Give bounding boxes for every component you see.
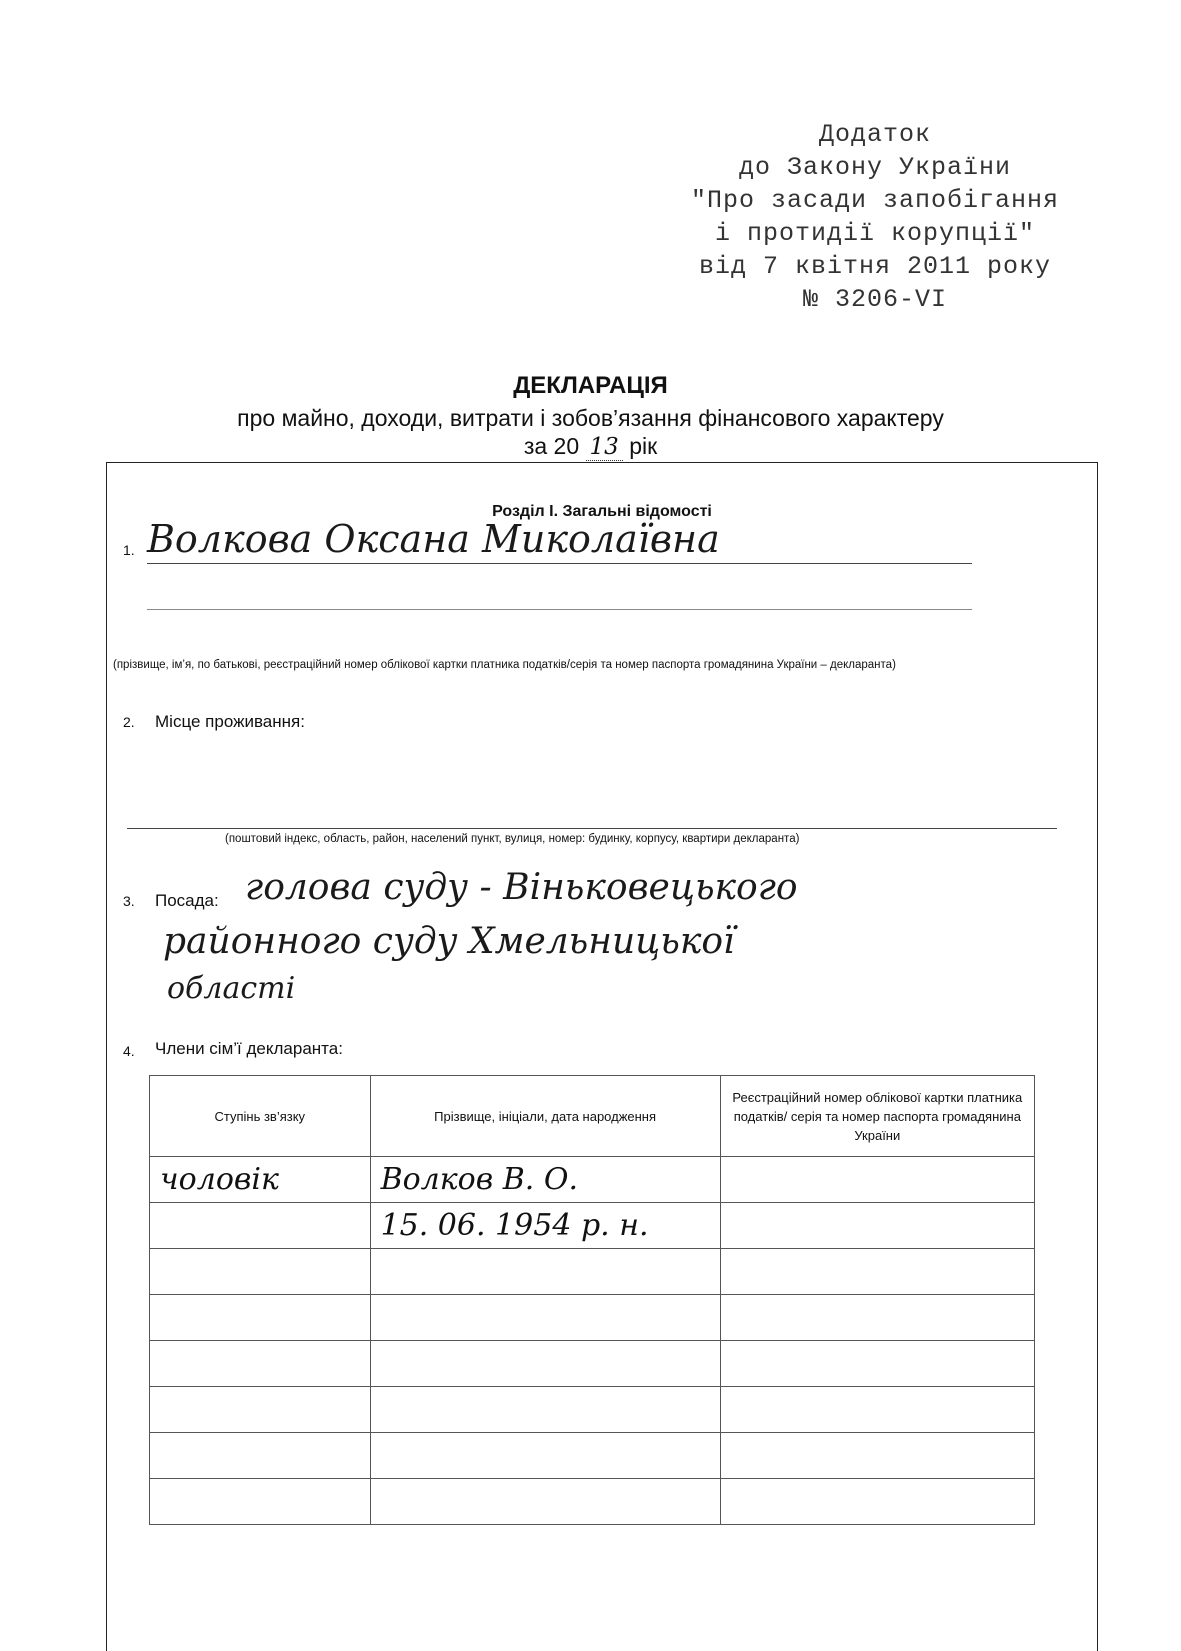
- table-cell[interactable]: [150, 1203, 371, 1249]
- table-cell[interactable]: [720, 1249, 1034, 1295]
- table-cell[interactable]: [150, 1387, 371, 1433]
- year-suffix: рік: [629, 433, 658, 459]
- column-header-tax-id: Реєстраційний номер облікової картки платника податків/ серія та номер паспорта громадянина України: [720, 1076, 1034, 1157]
- table-row: [150, 1203, 1035, 1249]
- table-cell[interactable]: [150, 1249, 371, 1295]
- table-row: [150, 1341, 1035, 1387]
- table-row: [150, 1295, 1035, 1341]
- table-cell[interactable]: [370, 1295, 720, 1341]
- column-header-relation: Ступінь зв’язку: [150, 1076, 371, 1157]
- table-cell[interactable]: [720, 1295, 1034, 1341]
- appendix-line: "Про засади запобігання: [690, 186, 1060, 215]
- table-row: [150, 1157, 1035, 1203]
- table-cell[interactable]: [720, 1341, 1034, 1387]
- table-row: [150, 1433, 1035, 1479]
- table-row: [150, 1479, 1035, 1525]
- table-cell[interactable]: [370, 1433, 720, 1479]
- appendix-block: [640, 118, 1110, 316]
- position-value-line1[interactable]: голова суду - Віньковецького: [245, 867, 798, 908]
- position-value-line3[interactable]: області: [167, 971, 296, 1006]
- name-underline: [147, 563, 972, 564]
- position-label: Посада:: [155, 891, 219, 910]
- column-header-name: Прізвище, ініціали, дата народження: [370, 1076, 720, 1157]
- table-cell[interactable]: [370, 1157, 720, 1203]
- document-subtitle: про майно, доходи, витрати і зобов’язання фінансового характеру: [237, 405, 944, 431]
- family-members-table: [149, 1075, 1035, 1525]
- table-cell[interactable]: [720, 1157, 1034, 1203]
- name-underline-2: [147, 609, 972, 610]
- family-label: Члени сім’ї декларанта:: [155, 1039, 343, 1058]
- table-cell[interactable]: [150, 1295, 371, 1341]
- year-value[interactable]: 13: [586, 434, 623, 461]
- appendix-line: Додаток: [818, 120, 932, 149]
- document-title: ДЕКЛАРАЦІЯ: [513, 372, 668, 399]
- appendix-line: № 3206-VI: [802, 285, 948, 314]
- appendix-line: до Закону України: [738, 153, 1012, 182]
- table-cell[interactable]: [150, 1341, 371, 1387]
- item-number: 4.: [123, 1043, 135, 1059]
- table-cell[interactable]: [370, 1387, 720, 1433]
- item1-caption: (прізвище, ім’я, по батькові, реєстраційний номер облікової картки платника податків/серія та номер паспорта громадянина України – декларанта): [113, 659, 896, 671]
- table-cell[interactable]: [150, 1479, 371, 1525]
- item-number: 2.: [123, 714, 135, 730]
- table-cell[interactable]: [370, 1341, 720, 1387]
- table-row: [150, 1387, 1035, 1433]
- appendix-line: і протидії корупції": [714, 219, 1036, 248]
- appendix-line: від 7 квітня 2011 року: [698, 252, 1052, 281]
- member-birthdate-value: 15. 06. 1954 р. н.: [380, 1208, 649, 1243]
- table-cell[interactable]: [150, 1433, 371, 1479]
- year-prefix: за 20: [523, 433, 580, 459]
- form-frame: [106, 462, 1098, 1651]
- table-cell[interactable]: [370, 1479, 720, 1525]
- position-value-line2[interactable]: районного суду Хмельницької: [163, 921, 735, 962]
- table-cell[interactable]: [720, 1203, 1034, 1249]
- declaration-year: [0, 433, 1181, 460]
- table-cell[interactable]: [720, 1387, 1034, 1433]
- residence-underline: [127, 828, 1057, 829]
- table-header-row: [150, 1076, 1035, 1157]
- table-row: [150, 1249, 1035, 1295]
- table-cell[interactable]: [370, 1203, 720, 1249]
- residence-label: Місце проживання:: [155, 712, 305, 731]
- declarant-name-value[interactable]: Волкова Оксана Миколаївна: [147, 517, 720, 561]
- item-number: 3.: [123, 893, 135, 909]
- section-title: Розділ І. Загальні відомості: [492, 503, 712, 520]
- relation-value: чоловік: [160, 1162, 279, 1197]
- table-cell[interactable]: [370, 1249, 720, 1295]
- table-cell[interactable]: [150, 1157, 371, 1203]
- item2-caption: (поштовий індекс, область, район, населений пункт, вулиця, номер: будинку, корпусу, квартири декларанта): [225, 833, 800, 845]
- table-cell[interactable]: [720, 1479, 1034, 1525]
- table-cell[interactable]: [720, 1433, 1034, 1479]
- member-name-value: Волков В. О.: [380, 1162, 578, 1197]
- item-number: 1.: [123, 542, 135, 558]
